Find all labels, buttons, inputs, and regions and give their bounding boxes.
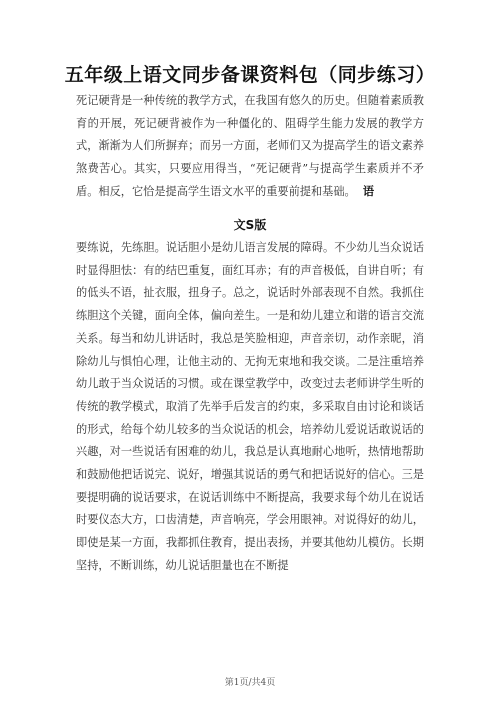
- paragraph-main: 要练说，先练胆。说话胆小是幼儿语言发展的障碍。不少幼儿当众说话时显得胆怯：有的结巴重复，面红耳赤；有的声音极低，自讲自听；有的低头不语，扯衣服，扭身子。总之，说话时外部表现不自然。我抓住练胆这个关键，面向全体，偏向差生。一是和幼儿建立和谐的语言交流关系。每当和幼儿讲话时，我总是笑脸相迎，声音亲切，动作亲昵，消除幼儿与惧怕心理，让他主动的、无拘无束地和我交谈。二是注重培养幼儿敢于当众说话的习惯。或在课堂教学中，改变过去老师讲学生听的传统的教学模式，取消了先举手后发言的约束，多采取自由讨论和谈话的形式，给每个幼儿较多的当众说话的机会，培养幼儿爱说话敢说话的兴趣，对一些说话有困难的幼儿，我总是认真地耐心地听，热情地帮助和鼓励他把话说完、说好，增强其说话的勇气和把话说好的信心。三是要提明确的说话要求，在说话训练中不断提高，我要求每个幼儿在说话时要仪态大方，口齿清楚，声音响亮，学会用眼神。对说得好的幼儿，即使是某一方面，我都抓住教育，提出表扬，并要其他幼儿模仿。长期坚持，不断训练，幼儿说话胆量也在不断提: [76, 241, 424, 572]
- section-heading: 文S版: [233, 218, 267, 232]
- paragraph-intro-text: 死记硬背是一种传统的教学方式，在我国有悠久的历史。但随着素质教育的开展，死记硬背被作为一种僵化的、阻碍学生能力发展的教学方式，渐渐为人们所摒弃；而另一方面，老师们又为提高学生的语文素养煞费苦心。其实，只要应用得当，“死记硬背”与提高学生素质并不矛盾。相反，它恰是提高学生语文水平的重要前提和基础。: [76, 94, 424, 198]
- document-title: 五年级上语文同步备课资料包（同步练习）: [64, 64, 436, 86]
- paragraph-intro: [76, 90, 424, 204]
- paragraph-intro-tail: 语: [362, 184, 375, 198]
- page-footer: 第1页/共4页: [224, 678, 276, 688]
